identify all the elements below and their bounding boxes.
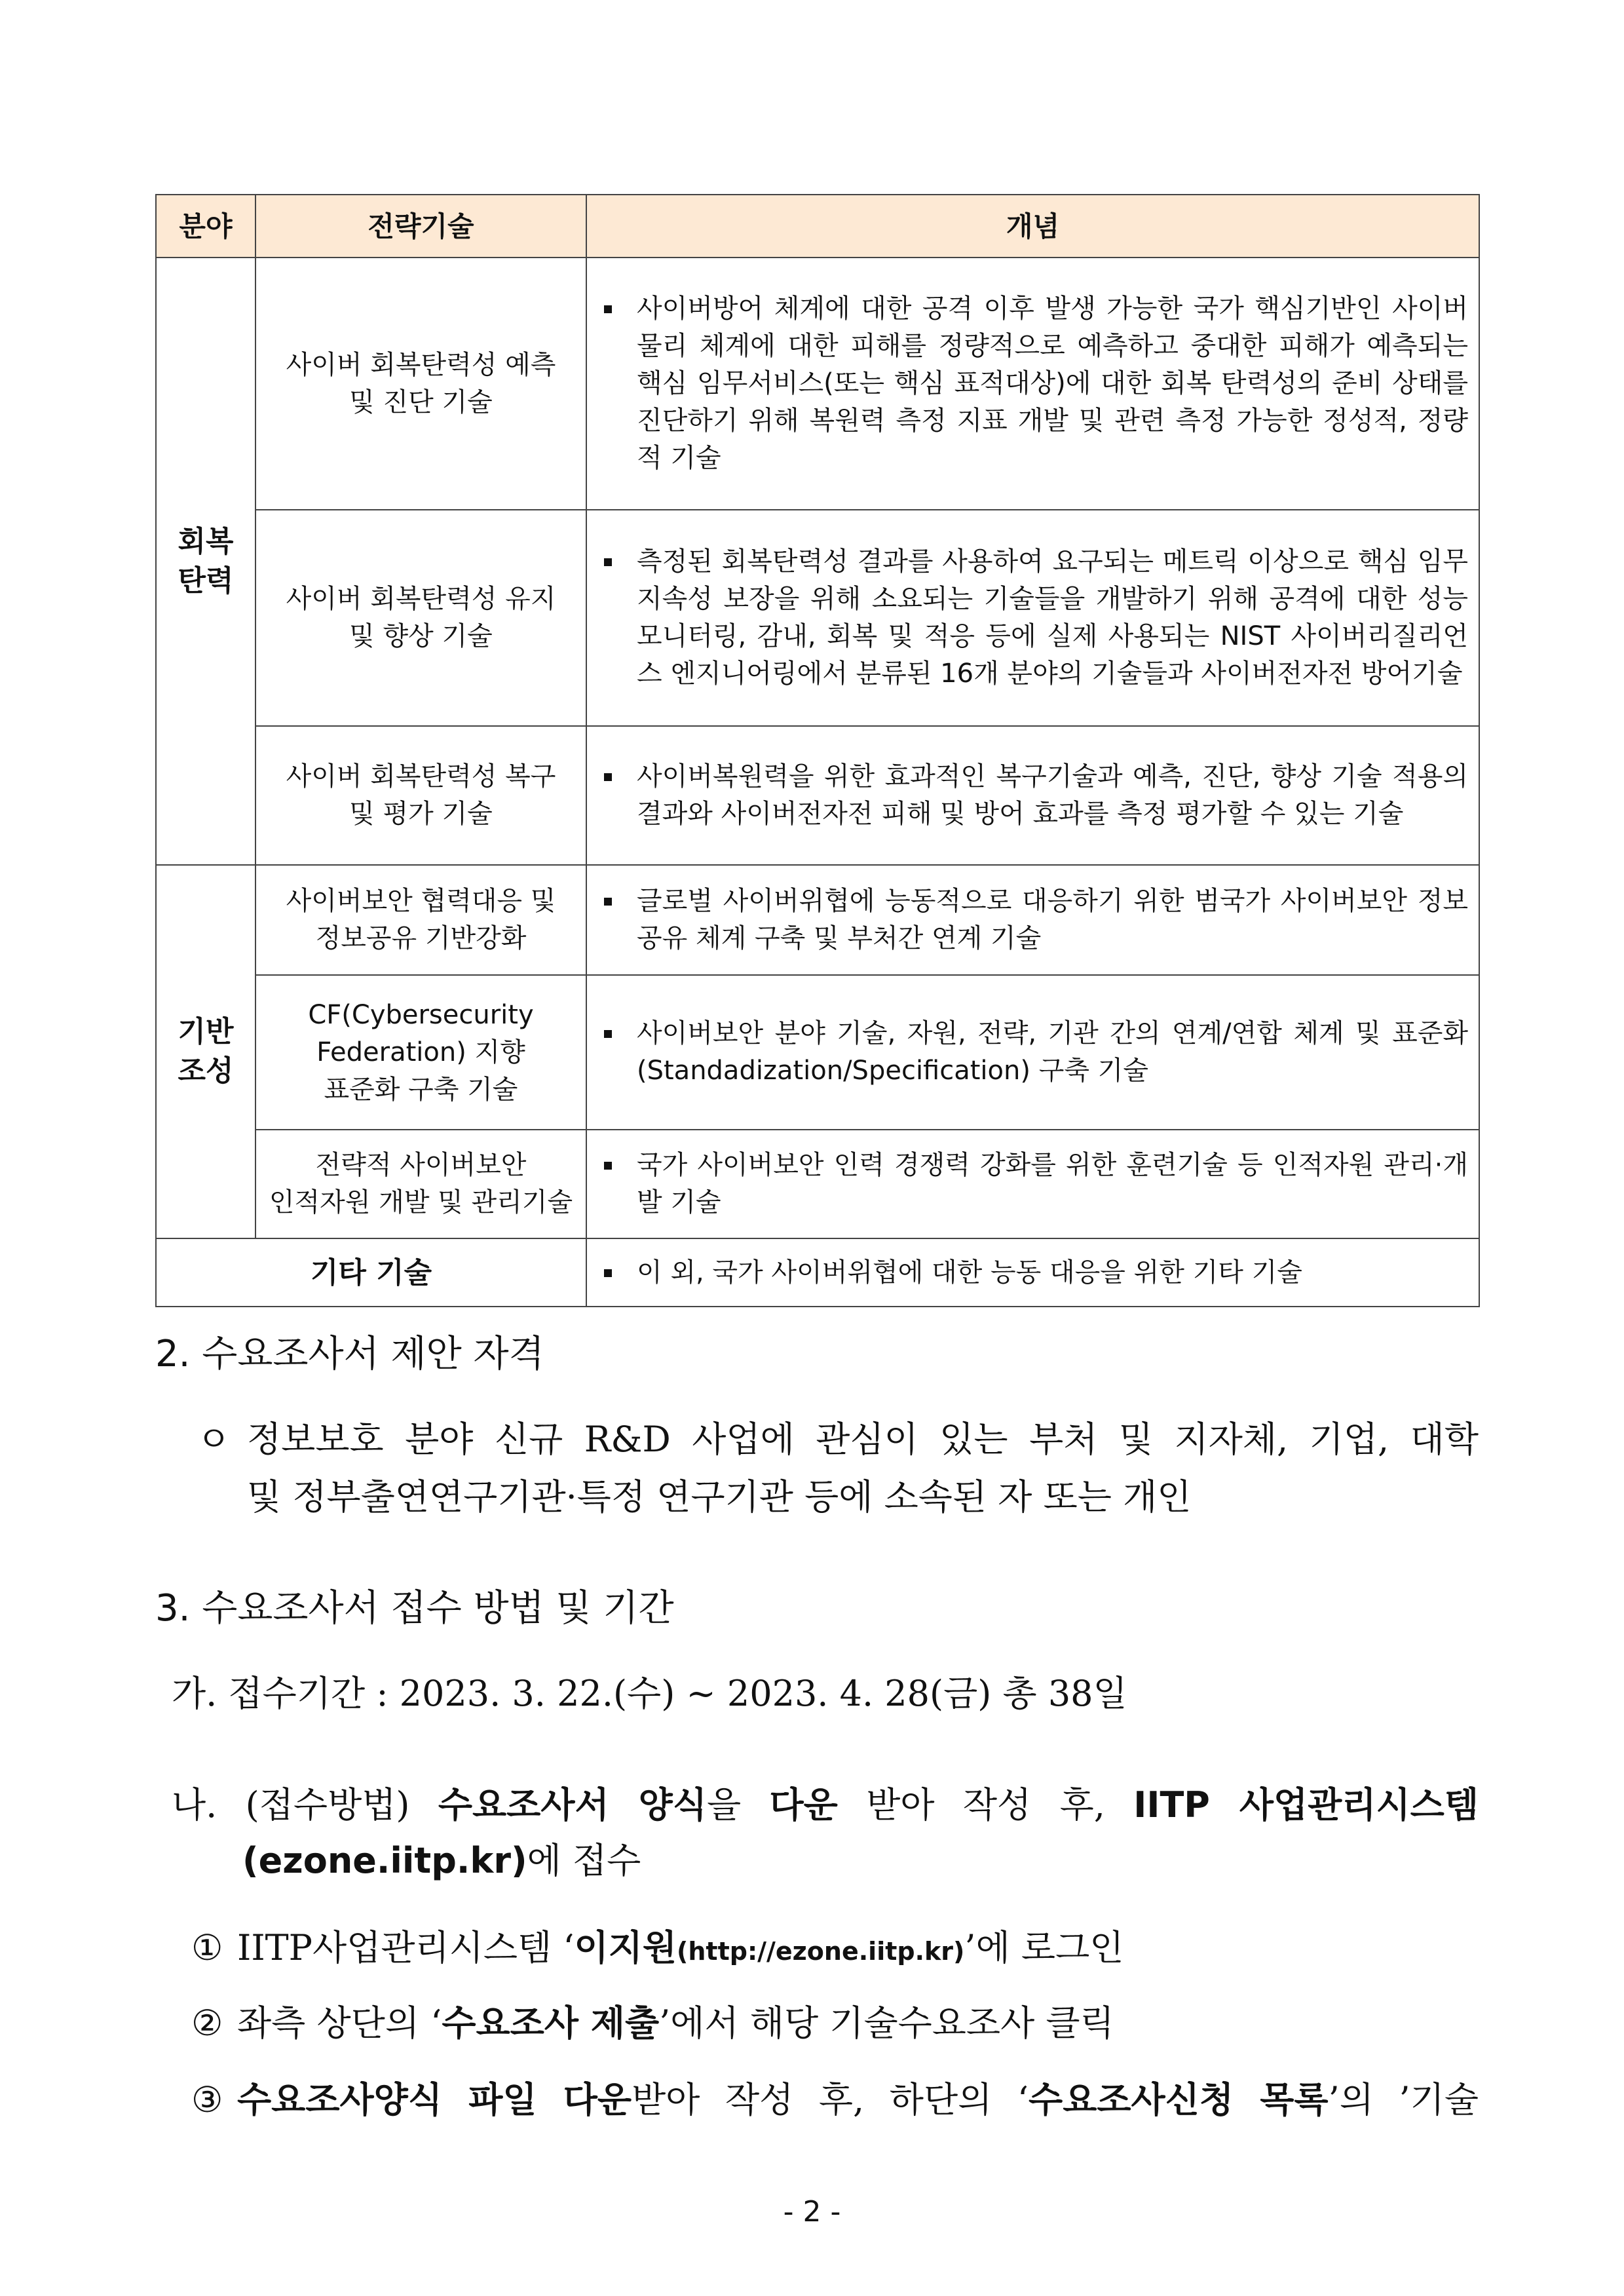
section-2-line2: 및 정부출연연구기관·특정 연구기관 등에 소속된 자 또는 개인 — [247, 1476, 1192, 1518]
step-2: ② 좌측 상단의 ‘수요조사 제출’에서 해당 기술수요조사 클릭 — [191, 2002, 1114, 2044]
table-header-row — [156, 195, 1479, 258]
bullet-icon — [604, 558, 612, 566]
receipt-method: 나. (접수방법) 수요조사서 양식을 다운 받아 작성 후, IITP 사업관리시스템 — [172, 1784, 1479, 1826]
tech-name: 사이버 회복탄력성 예측 및 진단 기술 — [255, 258, 586, 510]
bullet-icon — [604, 1030, 612, 1038]
table-row — [156, 1238, 1479, 1307]
concept-cell: 이 외, 국가 사이버위협에 대한 능동 대응을 위한 기타 기술 — [586, 1238, 1479, 1307]
field-resilience: 회복 탄력 — [156, 258, 255, 865]
table-row — [156, 258, 1479, 510]
strategic-tech-table — [155, 194, 1480, 1307]
bullet-icon — [604, 305, 612, 313]
header-concept: 개념 — [586, 195, 1479, 258]
tech-name: 사이버 회복탄력성 복구 및 평가 기술 — [255, 726, 586, 865]
tech-name: 사이버 회복탄력성 유지 및 향상 기술 — [255, 510, 586, 726]
bullet-icon — [604, 1162, 612, 1170]
section-2-title: 2. 수요조사서 제안 자격 — [155, 1333, 544, 1375]
page-number: - 2 - — [783, 2195, 841, 2229]
table-row — [156, 726, 1479, 865]
tech-name: 사이버보안 협력대응 및 정보공유 기반강화 — [255, 865, 586, 975]
bullet-icon — [604, 773, 612, 781]
section-3-title: 3. 수요조사서 접수 방법 및 기간 — [155, 1587, 674, 1630]
concept-cell: 사이버보안 분야 기술, 자원, 전략, 기관 간의 연계/연합 체계 및 표준화(Standadization/Specification) 구축 기술 — [586, 975, 1479, 1130]
receipt-method-line2: (ezone.iitp.kr)에 접수 — [242, 1840, 641, 1881]
header-field: 분야 — [156, 195, 255, 258]
step-1: ① IITP사업관리시스템 ‘이지원(http://ezone.iitp.kr)’에 로그인 — [191, 1927, 1124, 1968]
table-row — [156, 1130, 1479, 1238]
section-2-line1: 정보보호 분야 신규 R&D 사업에 관심이 있는 부처 및 지자체, 기업, 대학 — [247, 1419, 1479, 1460]
bullet-icon — [604, 1269, 612, 1277]
concept-cell: 국가 사이버보안 인력 경쟁력 강화를 위한 훈련기술 등 인적자원 관리·개발 기술 — [586, 1130, 1479, 1238]
field-foundation: 기반 조성 — [156, 865, 255, 1238]
table-row — [156, 865, 1479, 975]
tech-name: CF(Cybersecurity Federation) 지향 표준화 구축 기술 — [255, 975, 586, 1130]
concept-cell: 사이버복원력을 위한 효과적인 복구기술과 예측, 진단, 향상 기술 적용의 결과와 사이버전자전 피해 및 방어 효과를 측정 평가할 수 있는 기술 — [586, 726, 1479, 865]
section-2-bullet: ㅇ — [197, 1419, 231, 1460]
concept-cell: 사이버방어 체계에 대한 공격 이후 발생 가능한 국가 핵심기반인 사이버 물리 체계에 대한 피해를 정량적으로 예측하고 중대한 피해가 예측되는 핵심 임무서비스(또는 핵심 표적대상)에 대한 회복 탄력성의 준비 상태를 진단하기 위해 복원력 측정 지표 개발 및 관련 측정 가능한 정성적, 정량적 기술 — [586, 258, 1479, 510]
tech-name: 전략적 사이버보안 인적자원 개발 및 관리기술 — [255, 1130, 586, 1238]
table-row — [156, 510, 1479, 726]
concept-cell: 글로벌 사이버위협에 능동적으로 대응하기 위한 범국가 사이버보안 정보공유 체계 구축 및 부처간 연계 기술 — [586, 865, 1479, 975]
table-row — [156, 975, 1479, 1130]
header-tech: 전략기술 — [255, 195, 586, 258]
concept-cell: 측정된 회복탄력성 결과를 사용하여 요구되는 메트릭 이상으로 핵심 임무 지속성 보장을 위해 소요되는 기술들을 개발하기 위해 공격에 대한 성능 모니터링, 감내, 회복 및 적응 등에 실제 사용되는 NIST 사이버리질리언스 엔지니어링에서 분류된 16개 분야의 기술들과 사이버전자전 방어기술 — [586, 510, 1479, 726]
bullet-icon — [604, 898, 612, 906]
tech-name-other: 기타 기술 — [156, 1238, 586, 1307]
receipt-period: 가. 접수기간 : 2023. 3. 22.(수) ~ 2023. 4. 28(금) 총 38일 — [172, 1673, 1127, 1714]
step-3: ③ 수요조사양식 파일 다운받아 작성 후, 하단의 ‘수요조사신청 목록’의 ’기술 — [191, 2079, 1479, 2120]
